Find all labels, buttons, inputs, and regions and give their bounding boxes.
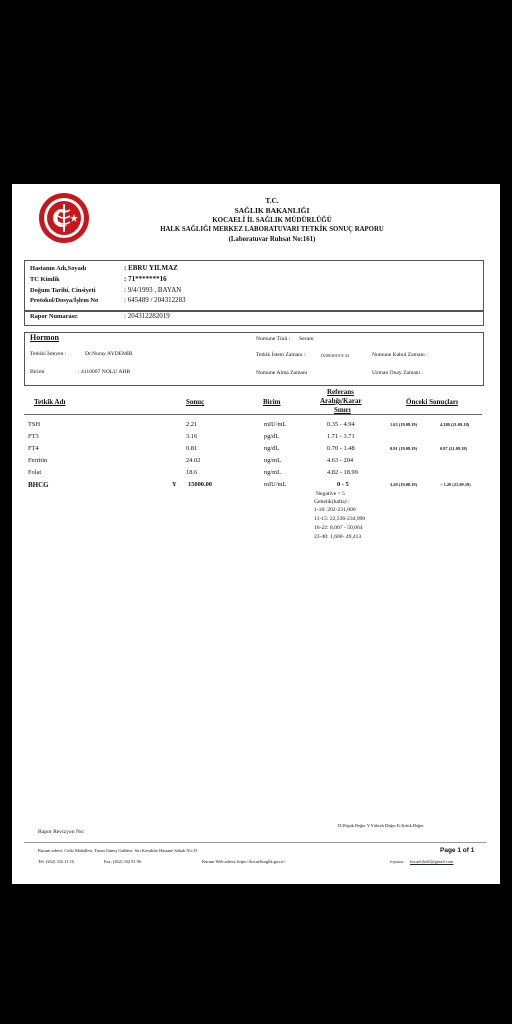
table-header-divider (24, 414, 482, 415)
col-header-ref-3: Sınırı (334, 406, 351, 414)
unit-label: Birimi (30, 369, 45, 375)
header-report-title: HALK SAĞLIĞI MERKEZ LABORATUVARI TETKİK SONUÇ RAPORU (160, 226, 384, 233)
dob-label: Doğum Tarihi, Cinsiyeti (30, 287, 96, 294)
bhcg-note: 11-15: 22,536-234,990 (314, 516, 366, 522)
test-name: BHCG (28, 481, 49, 489)
test-reference: 1.71 - 3.71 (327, 433, 355, 440)
tc-label: TC Kimlik (30, 276, 60, 283)
header-directorate: KOCAELİ İL SAĞLIK MÜDÜRLÜĞÜ (212, 216, 332, 224)
patient-info-box (24, 260, 484, 312)
unit-value: : 4110007 NOLU AHB (78, 369, 131, 375)
report-number-box (24, 310, 484, 326)
institution-fax: Fax: (262) 332 91 96 (104, 859, 142, 864)
section-info-box (24, 332, 484, 386)
bhcg-note: 23-40: 1,600- 49,413 (314, 534, 362, 540)
test-reference: 0 - 5 (337, 481, 349, 488)
protocol-value: : 645489 / 204312283 (124, 296, 186, 304)
test-reference: 4.63 - 204 (327, 457, 354, 464)
bhcg-note: Gebelik(hafta) : (314, 499, 350, 505)
col-header-ref-1: Referans (327, 388, 354, 396)
test-result: 3.16 (186, 433, 198, 440)
requester-label: Tetkiki İsteyen : (30, 351, 67, 357)
previous-result-1: 1.63 (19.08.19) (390, 422, 418, 427)
institution-address: Kurum adresi: Cedit Mahallesi. Turan Güneş Caddesi. Sırı Kavaklar Hastane Sokak No:15 (38, 848, 198, 853)
col-header-test: Tetkik Adı (34, 398, 66, 406)
col-header-result: Sonuç (186, 398, 205, 406)
previous-result-2: 4.180 (21.09.18) (440, 422, 470, 427)
test-result: 0.81 (186, 445, 198, 452)
previous-result-2: < 1.20 (21.09.18) (440, 482, 471, 487)
institution-website[interactable]: Kurum Web adresi: https://kocaelisaglik.gov.tr/ (202, 859, 286, 864)
bhcg-note: Negative < 5 (316, 491, 345, 497)
col-header-unit: Birim (263, 398, 281, 406)
test-name: FT4 (28, 445, 39, 452)
test-unit: mIU/mL (264, 481, 287, 488)
test-reference: 0.70 - 1.48 (327, 445, 355, 452)
page-indicator: Page 1 of 1 (440, 847, 475, 854)
test-result: 15000.00 (188, 481, 212, 488)
approve-time-label: Uzman Onay Zamanı : (372, 370, 424, 376)
value-legend: D:Düşük Değer Y:Yüksek Değer K:Kritik Değer (338, 823, 424, 828)
high-flag: Y (172, 481, 177, 488)
test-unit: pg/dL (264, 433, 280, 440)
col-header-ref-2: Aralığı/Karar (320, 397, 362, 405)
take-time-label: Numune Alma Zamanı (256, 370, 308, 376)
accept-time-label: Numune Kabul Zamanı : (372, 352, 428, 358)
test-result: 18.6 (186, 469, 198, 476)
requester: Dr.Nuray AYDEMİR (85, 351, 133, 357)
header-license: (Laboratuvar Ruhsat No:161) (228, 236, 316, 243)
patient-name-label: Hastanın Adı,Soyadı (30, 265, 87, 272)
sample-type-label: Numune Türü : (256, 336, 291, 342)
lab-report-page (12, 184, 500, 884)
tc-value: : 71*******16 (124, 275, 167, 283)
header-ministry: SAĞLIK BAKANLIĞI (234, 206, 310, 215)
test-reference: 0.35 - 4.94 (327, 421, 355, 428)
patient-name: : EBRU YILMAZ (124, 264, 178, 272)
previous-result-1: 0.91 (19.08.19) (390, 446, 418, 451)
ministry-of-health-logo-icon (38, 192, 90, 244)
test-result: 2.21 (186, 421, 198, 428)
test-result: 24.02 (186, 457, 201, 464)
report-revision-label: Rapor Revizyon No: (38, 829, 85, 835)
test-name: Ferritin (28, 457, 48, 464)
request-time-label: Tetkik İstem Zamanı : (256, 352, 306, 358)
dob-value: : 9/4/1993 , BAYAN (124, 286, 182, 294)
bhcg-note: 16-22: 8,007 - 50,064 (314, 525, 363, 531)
test-reference: 4.82 - 18.99 (327, 469, 358, 476)
test-name: FT3 (28, 433, 39, 440)
institution-tel: Tel: (262) 332 11 16 (38, 859, 74, 864)
report-number: : 204312282019 (124, 312, 170, 320)
test-name: TSH (28, 421, 41, 428)
sample-type: Serum (299, 336, 314, 342)
test-unit: ng/dL (264, 445, 280, 452)
test-unit: mIU/mL (264, 421, 287, 428)
section-title: Hormon (30, 333, 59, 342)
previous-result-2: 0.87 (21.09.18) (440, 446, 468, 451)
header-tc: T.C. (265, 196, 279, 205)
protocol-label: Protokol/Dosya/İşlem No (30, 297, 99, 304)
bhcg-note: 1-10: 202-231,000 (314, 507, 356, 513)
test-unit: ng/mL (264, 469, 282, 476)
test-unit: ng/mL (264, 457, 282, 464)
col-header-previous: Önceki Sonuçları (406, 398, 458, 406)
email-label: e-posta: (390, 859, 404, 864)
request-time: 13/09/2019 9:34 (320, 353, 349, 358)
footer-divider (24, 842, 486, 843)
report-number-label: Rapor Numarası: (30, 313, 78, 320)
previous-result-1: 3.20 (19.08.19) (390, 482, 418, 487)
institution-email[interactable]: kocaelihslsl@gmail.com (410, 859, 454, 864)
test-name: Folat (28, 469, 42, 476)
